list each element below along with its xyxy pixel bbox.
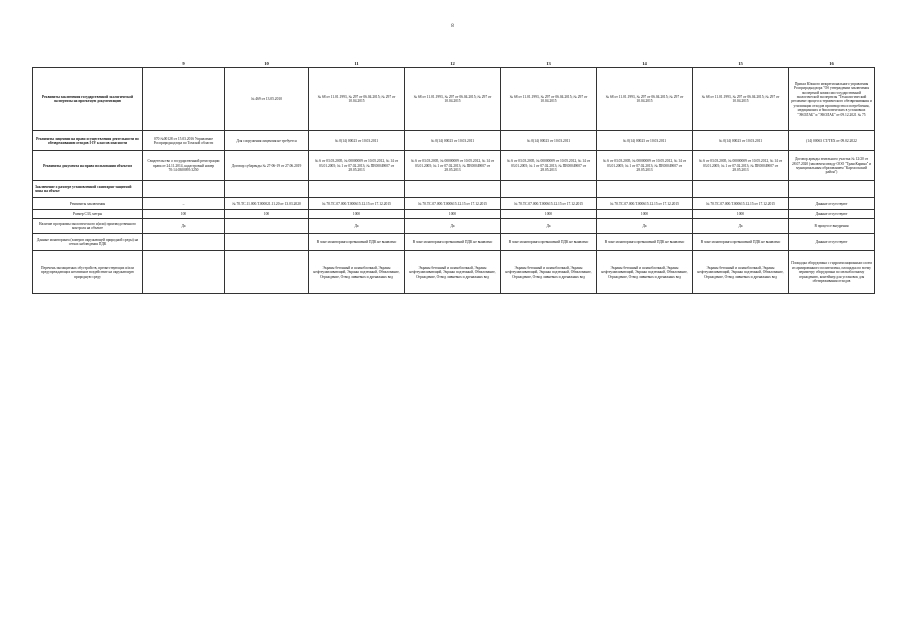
table-cell: 1000 — [501, 210, 597, 219]
table-cell: № 6 от 03.03.2005, № 00000009 от 10.05.2012, № 14 от 03.01.2005; № 1 от 07.02.2013; № ПЕ00049007 от 28.05.2013 — [501, 151, 597, 181]
row-label: Заключение о размере установленной санитарно-защитной зоны на объект — [33, 181, 143, 198]
table-cell: Да — [309, 219, 405, 234]
table-row-section — [33, 181, 875, 198]
table-row-control-program — [33, 219, 875, 234]
table-cell — [225, 219, 309, 234]
table-cell: 1000 — [597, 210, 693, 219]
table-cell: 1000 — [309, 210, 405, 219]
table-cell: № 68 от 11.01.1993, № 297 от 06.04.2015; № 297 от 10.04.2015 — [693, 68, 789, 131]
table-cell: № 0(14) 00023 от 10.03.2011 — [405, 131, 501, 151]
table-cell: Данные отсутствуют — [789, 198, 875, 210]
row-label: Перечень экозащитных обустройств, препятствующих и/или предупреждающих негативное воздействие на окружающую природную среду — [33, 251, 143, 294]
table-cell — [309, 181, 405, 198]
table-cell: Да — [501, 219, 597, 234]
row-label: Реквизиты заключения государственной экологической экспертизы на проектную документацию — [33, 68, 143, 131]
table-cell: 1000 — [405, 210, 501, 219]
table-cell: № 70.ТС.07.000.Т.000615.12.15 от 17.12.2015 — [309, 198, 405, 210]
column-number: 16 — [829, 62, 834, 66]
table-cell: № 70.ТС.07.000.Т.000615.12.15 от 17.12.2015 — [693, 198, 789, 210]
table-cell: Экраны бетонный и шлакоблочный, Экраны нефтеулавливающий, Экраны подземный, Обвалование, Ограждение, Отвод ливневых и дренажных вод — [501, 251, 597, 294]
table-row-protective-structures — [33, 251, 875, 294]
table-cell: Да — [693, 219, 789, 234]
table-cell: В процессе внедрения — [789, 219, 875, 234]
table-row-szz-size — [33, 210, 875, 219]
table-cell: – — [143, 198, 225, 210]
column-number: 12 — [450, 62, 455, 66]
table-cell: Договор субаренды № 27-06-19 от 27.06.2019 — [225, 151, 309, 181]
table-cell: 100 — [225, 210, 309, 219]
table-cell: Свидетельство о государственной регистрации права от 24.11.2014, кадастровый номер 70:14:0300095:3250 — [143, 151, 225, 181]
table-cell: (14) 00063 СТ/ТЕХ от 09.02.2022 — [789, 131, 875, 151]
table-cell: № 68 от 11.01.1993, № 297 от 06.04.2015; № 297 от 10.04.2015 — [501, 68, 597, 131]
table-cell: Приказ Южного межрегионального управления Росприроднадзора "Об утверждении заключения экспертной комиссии государственной экологической экспертизы "Технологический регламент процесса термического обезвреживания и утилизации отходов производства и потребления, медицинских и биологических в установках "ЭКОЛАБ" и "ЭКОЛАБ" от 09.12.2021 № 75 — [789, 68, 875, 131]
table-cell: Экраны бетонный и шлакоблочный, Экраны нефтеулавливающий, Экраны подземный, Обвалование, Ограждение, Отвод ливневых и дренажных вод — [693, 251, 789, 294]
table-cell — [693, 181, 789, 198]
table-cell: 100 — [143, 210, 225, 219]
table-cell: № 0(14) 00023 от 10.03.2011 — [693, 131, 789, 151]
table-cell: Да — [405, 219, 501, 234]
table-cell — [143, 181, 225, 198]
table-cell: 070 №00128 от 15.03.2016 Управление Росприроднадзора по Томской области — [143, 131, 225, 151]
table-cell: № 68 от 11.01.1993, № 297 от 06.04.2015; № 297 от 10.04.2015 — [309, 68, 405, 131]
table-row-monitoring — [33, 234, 875, 251]
table-cell: В зоне мониторинга превышений ПДК не выявлено — [309, 234, 405, 251]
column-number: 15 — [738, 62, 743, 66]
table-cell — [225, 181, 309, 198]
table-cell: Данные отсутствуют — [789, 234, 875, 251]
table-row-expertise — [33, 68, 875, 131]
column-number: 9 — [182, 62, 185, 66]
table-cell: В зоне мониторинга превышений ПДК не выявлено — [501, 234, 597, 251]
column-number: 10 — [264, 62, 269, 66]
page-number: 8 — [451, 24, 454, 29]
table-cell: № 68 от 11.01.1993, № 297 от 06.04.2015; № 297 от 10.04.2015 — [405, 68, 501, 131]
table-cell: № 6 от 03.03.2005, № 00000009 от 10.05.2012, № 14 от 03.01.2005; № 1 от 07.02.2013; № ПЕ00049007 от 28.05.2013 — [693, 151, 789, 181]
table-cell: № 0(14) 00023 от 10.03.2011 — [309, 131, 405, 151]
table-cell: № 70.ТС.07.000.Т.000615.12.15 от 17.12.2015 — [597, 198, 693, 210]
table-cell — [405, 181, 501, 198]
table-cell: В зоне мониторинга превышений ПДК не выявлено — [405, 234, 501, 251]
column-number: 11 — [354, 62, 359, 66]
table-cell: № 6 от 03.03.2005, № 00000009 от 10.05.2012, № 14 от 03.01.2005; № 1 от 07.02.2013; № ПЕ00049007 от 28.05.2013 — [597, 151, 693, 181]
row-label: Наличие программы экологического и(или) производственного контроля на объекте — [33, 219, 143, 234]
table-cell: Да — [597, 219, 693, 234]
table-cell: Экраны бетонный и шлакоблочный, Экраны нефтеулавливающий, Экраны подземный, Обвалование, Ограждение, Отвод ливневых и дренажных вод — [405, 251, 501, 294]
table-cell: Договор аренды земельного участка № 12/20 от 28.07.2020 (заключен между ООО "ТрансКарина" и муниципальным образованием "Каргасокский район") — [789, 151, 875, 181]
table-cell: В зоне мониторинга превышений ПДК не выявлено — [693, 234, 789, 251]
row-label: Реквизиты документа на право пользования объектом — [33, 151, 143, 181]
table-cell — [597, 181, 693, 198]
row-label: Размер СЗЗ, метры — [33, 210, 143, 219]
table-cell: № 70.ТС.07.000.Т.000615.12.15 от 17.12.2015 — [405, 198, 501, 210]
row-label: Реквизиты лицензии на право осуществления деятельности по обезвреживанию отходов I-IV классов опасности — [33, 131, 143, 151]
table-cell: № 0(14) 00023 от 10.03.2011 — [501, 131, 597, 151]
column-number: 13 — [546, 62, 551, 66]
table-cell: Площадка оборудована с гидроизоляционным слоем из армированного полиэтилена, площадка по всему периметру оборудована по мелкоблочному ограждению, контейнер для установок для обезвреживания отходов — [789, 251, 875, 294]
table-cell: Да — [143, 219, 225, 234]
table-cell: № 70.ТС.11.000.Т.000021.11.20 от 13.03.2020 — [225, 198, 309, 210]
table-cell: № 0(14) 00023 от 10.03.2011 — [597, 131, 693, 151]
row-label: Реквизиты заключения — [33, 198, 143, 210]
table-cell: Для сооружения лицензия не требуется — [225, 131, 309, 151]
table-cell: Данные отсутствуют — [789, 210, 875, 219]
table-cell: № 68 от 11.01.1993, № 297 от 06.04.2015; № 297 от 10.04.2015 — [597, 68, 693, 131]
table-cell: № 70.ТС.07.000.Т.000615.12.15 от 17.12.2015 — [501, 198, 597, 210]
table-cell: 1000 — [693, 210, 789, 219]
table-cell — [225, 251, 309, 294]
table-cell — [143, 234, 225, 251]
table-cell — [501, 181, 597, 198]
table-cell — [789, 181, 875, 198]
column-number: 14 — [642, 62, 647, 66]
table-cell: № 6 от 03.03.2005, № 00000009 от 10.05.2012, № 14 от 03.01.2005; № 1 от 07.02.2013; № ПЕ00049007 от 28.05.2013 — [405, 151, 501, 181]
row-label: Данные мониторинга (замеров окружающей природной среды) на сетках наблюдения ПДК — [33, 234, 143, 251]
table-row-documents — [33, 151, 875, 181]
table-cell: № 469 от 13.05.2010 — [225, 68, 309, 131]
table-cell — [225, 234, 309, 251]
registry-table — [32, 62, 875, 294]
table-cell — [143, 251, 225, 294]
table-cell: № 6 от 03.03.2005, № 00000009 от 10.05.2012, № 14 от 03.01.2005; № 1 от 07.02.2013; № ПЕ00049007 от 28.05.2013 — [309, 151, 405, 181]
table-cell: Экраны бетонный и шлакоблочный, Экраны нефтеулавливающий, Экраны подземный, Обвалование, Ограждение, Отвод ливневых и дренажных вод — [309, 251, 405, 294]
table-row-license — [33, 131, 875, 151]
table-row-conclusion-details — [33, 198, 875, 210]
table-cell: В зоне мониторинга превышений ПДК не выявлено — [597, 234, 693, 251]
table-cell — [143, 68, 225, 131]
table-cell: Экраны бетонный и шлакоблочный, Экраны нефтеулавливающий, Экраны подземный, Обвалование, Ограждение, Отвод ливневых и дренажных вод — [597, 251, 693, 294]
